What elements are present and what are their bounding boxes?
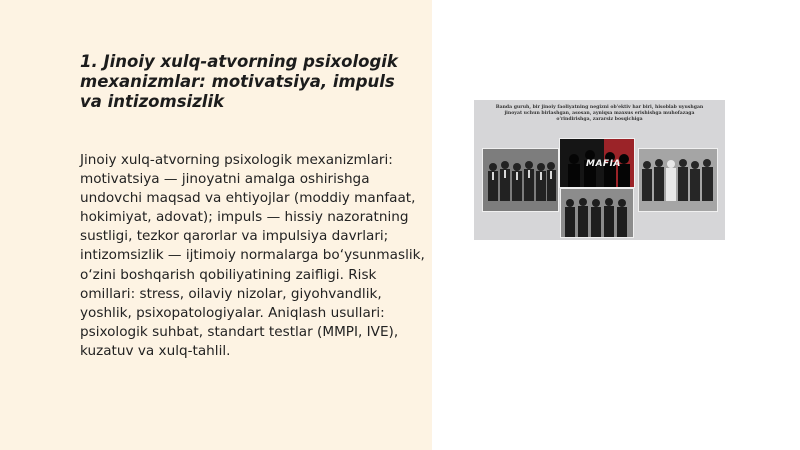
slide-image <box>474 100 725 240</box>
mafia-title-text: MAFIA <box>586 159 621 169</box>
photo-group-right <box>638 148 718 212</box>
photo-group-left <box>482 148 559 212</box>
group-bottom-figures <box>561 189 633 237</box>
image-caption: Banda guruh, bir jinoiy faoliyatning negizni ob'ektiv har biri, hisoblab uyushgan jinoyat uchun birlashgan, asosan, ayniqsa maxsus erishishga muhofazaga o'rindirishga, zararsiz bosqichiga <box>495 105 704 122</box>
slide-body-text: Jinoiy xulq-atvorning psixologik mexanizmlari: motivatsiya — jinoyatni amalga oshirishga undovchi maqsad va ehtiyojlar (moddiy manfaat, hokimiyat, adovat); impuls — hissiy nazoratning sustligi, tezkor qarorlar va impulsiya davrlari; intizomsizlik — ijtimoiy normalarga bo‘ysunmaslik, o‘zini boshqarish qobiliyatining zaifligi. Risk omillari: stress, oilaviy nizolar, giyohvandlik, yoshlik, psixopatologiyalar. Aniqlash usullari: psixologik suhbat, standart testlar (MMPI, IVE), kuzatuv va xulq-tahlil. <box>80 152 425 359</box>
photo-group-bottom <box>560 188 634 238</box>
group-right-figures <box>639 149 717 211</box>
group-left-figures <box>483 149 558 211</box>
photo-mafia-poster <box>559 138 635 188</box>
slide-title: 1. Jinoiy xulq-atvorning psixologik mexanizmlar: motivatsiya, impuls va intizomsizlik <box>80 52 398 111</box>
